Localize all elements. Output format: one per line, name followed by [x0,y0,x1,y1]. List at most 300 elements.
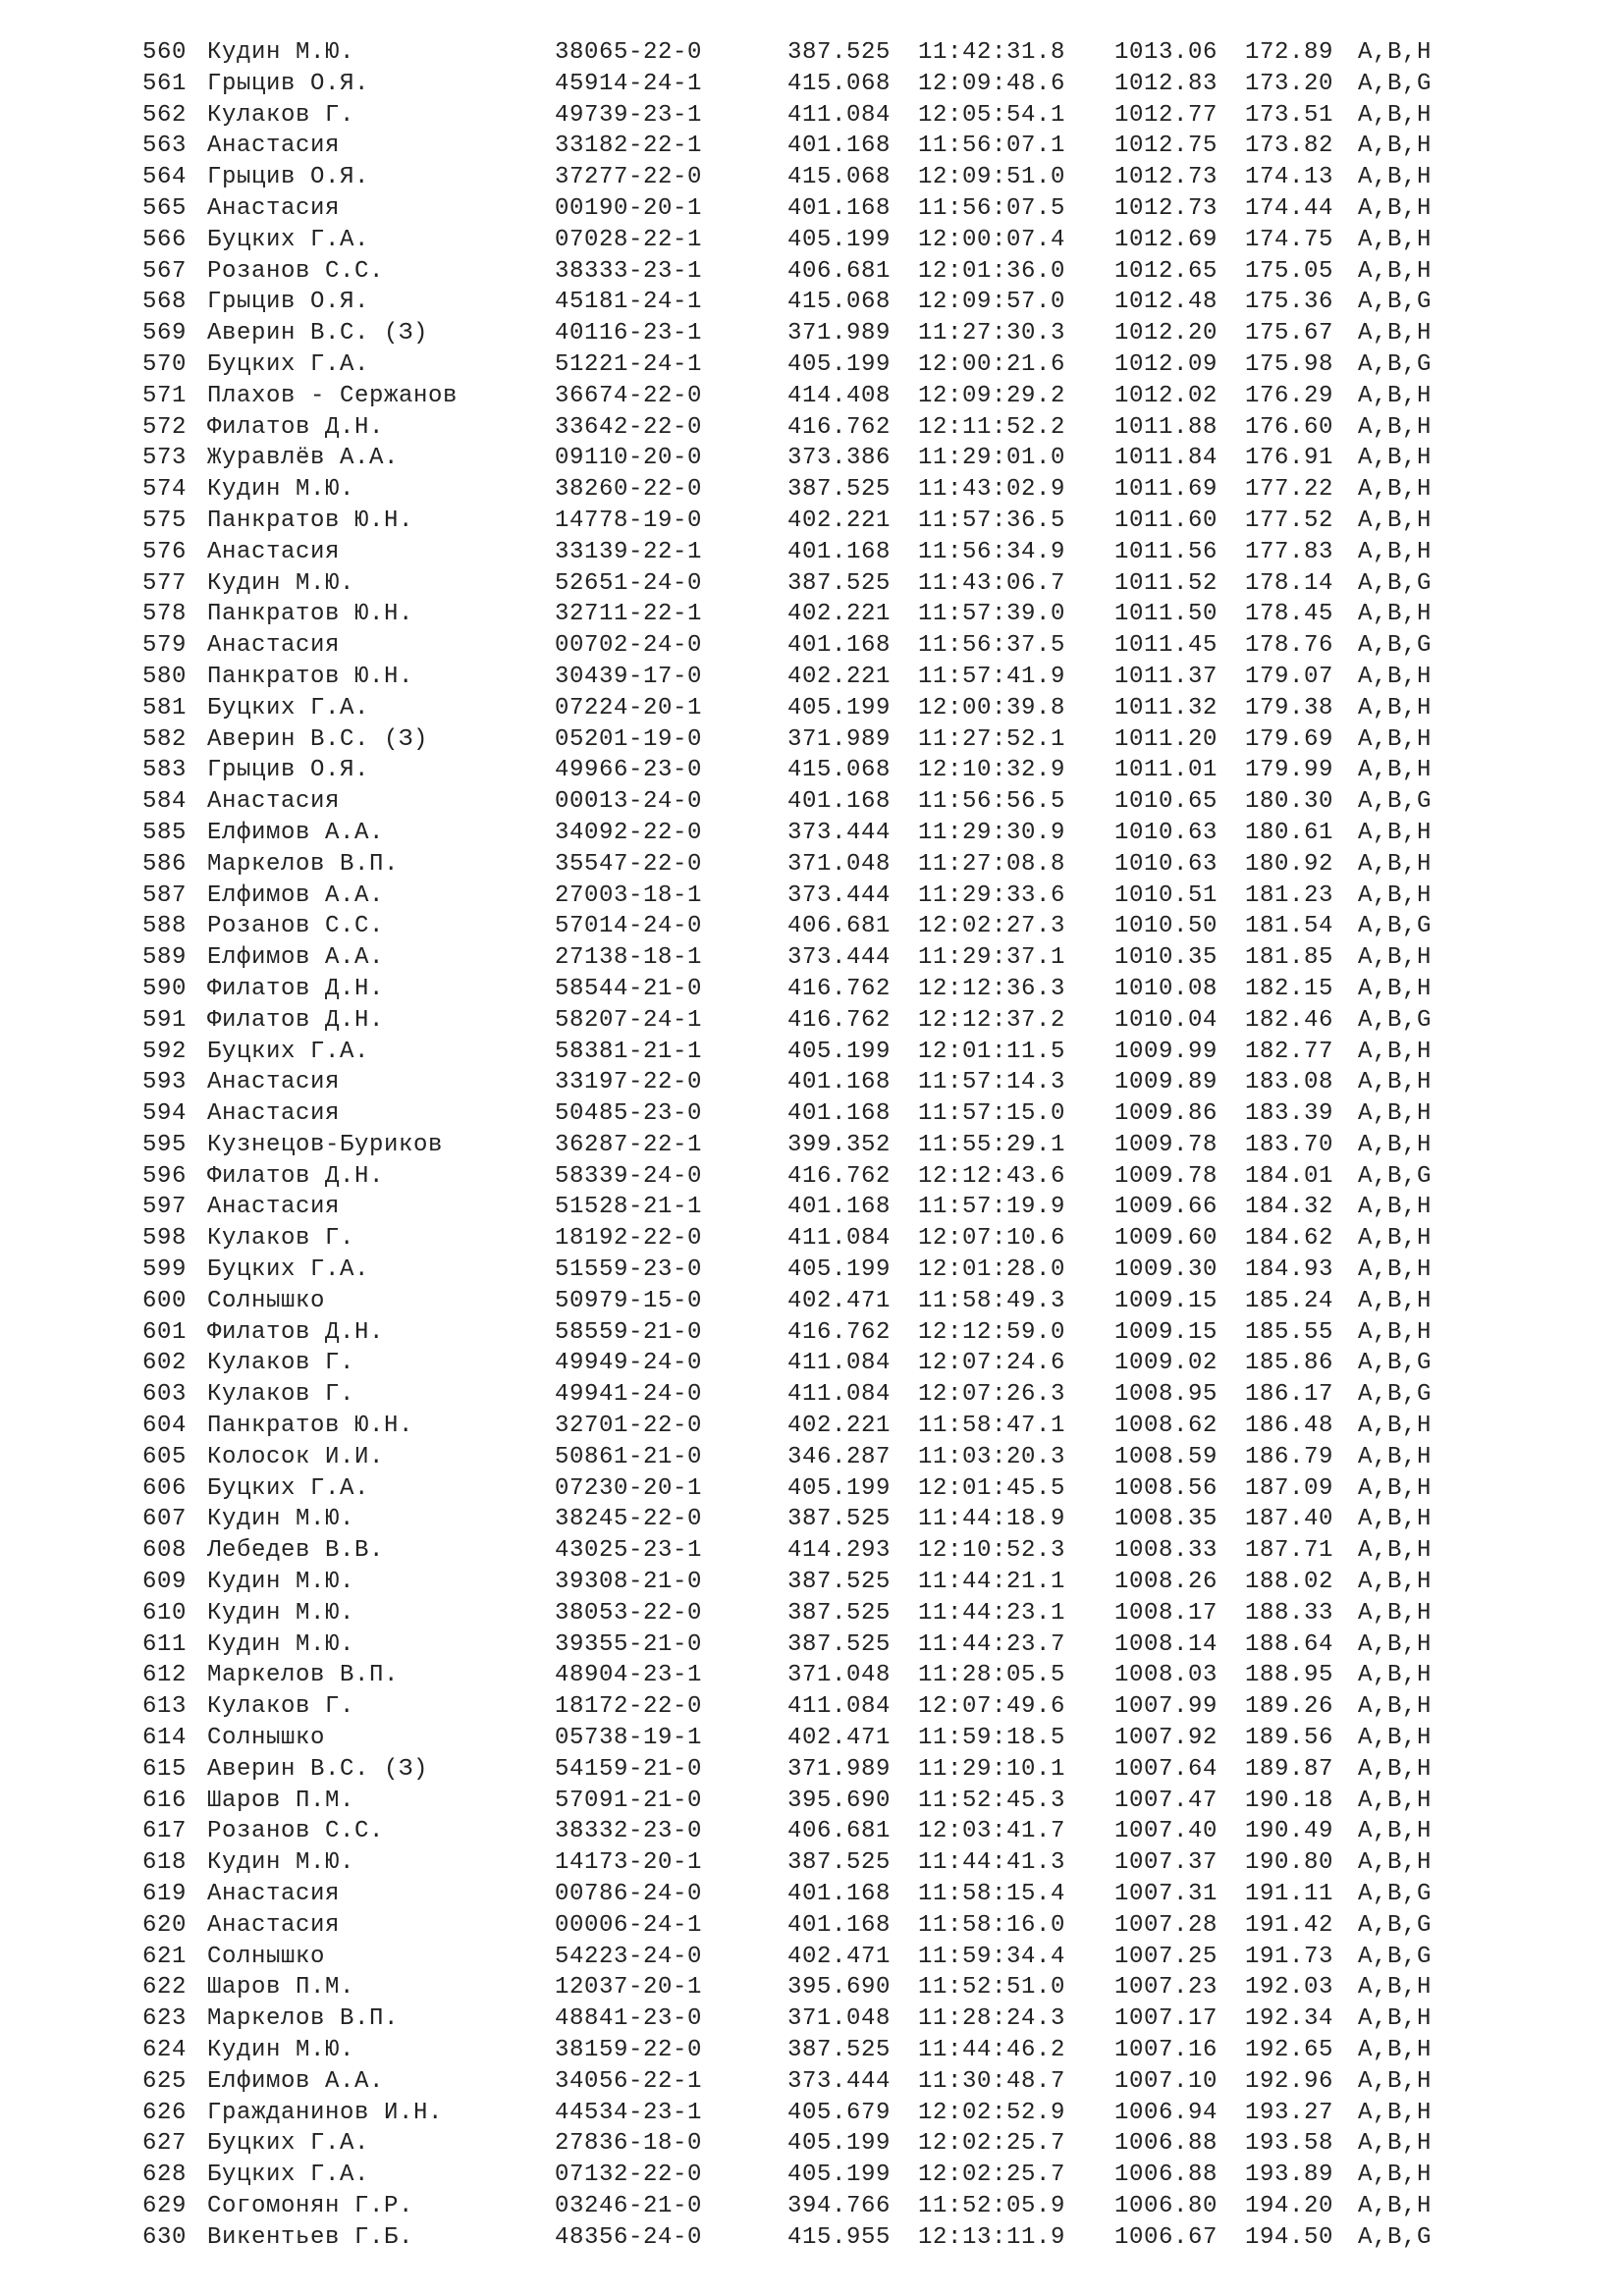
coefficient-cell: 188.33 [1245,1599,1334,1627]
place-cell: 577 [142,569,188,597]
ring-number-cell: 49949-24-0 [555,1350,703,1377]
coefficient-cell: 189.56 [1245,1725,1334,1752]
category-cell: A,B,H [1358,1974,1433,2002]
distance-cell: 373.444 [787,881,892,909]
coefficient-cell: 186.48 [1245,1413,1334,1440]
arrival-time-cell: 11:27:30.3 [918,320,1066,347]
category-cell: A,B,H [1358,1662,1433,1689]
speed-cell: 1012.83 [1114,70,1218,97]
place-cell: 616 [142,1787,188,1814]
ring-number-cell: 50979-15-0 [555,1287,703,1314]
coefficient-cell: 182.46 [1245,1006,1334,1034]
arrival-time-cell: 12:02:52.9 [918,2099,1066,2126]
distance-cell: 399.352 [787,1131,892,1158]
ring-number-cell: 05738-19-1 [555,1725,703,1752]
coefficient-cell: 173.51 [1245,101,1334,129]
place-cell: 625 [142,2067,188,2095]
place-cell: 566 [142,226,188,253]
arrival-time-cell: 11:57:15.0 [918,1100,1066,1128]
speed-cell: 1012.48 [1114,289,1218,316]
arrival-time-cell: 11:44:18.9 [918,1506,1066,1533]
category-cell: A,B,H [1358,507,1433,534]
fancier-name-cell: Маркелов В.П. [207,2005,400,2033]
distance-cell: 401.168 [787,538,892,565]
fancier-name-cell: Журавлёв А.А. [207,445,400,472]
speed-cell: 1008.59 [1114,1443,1218,1470]
arrival-time-cell: 11:59:34.4 [918,1943,1066,1970]
category-cell: A,B,H [1358,1069,1433,1096]
coefficient-cell: 193.89 [1245,2162,1334,2189]
distance-cell: 405.199 [787,1474,892,1502]
fancier-name-cell: Аверин В.С. (З) [207,725,429,753]
place-cell: 594 [142,1100,188,1128]
ring-number-cell: 33139-22-1 [555,538,703,565]
coefficient-cell: 174.13 [1245,164,1334,191]
speed-cell: 1012.69 [1114,226,1218,253]
coefficient-cell: 185.55 [1245,1318,1334,1346]
fancier-name-cell: Грыцив О.Я. [207,757,370,784]
distance-cell: 416.762 [787,1006,892,1034]
category-cell: A,B,H [1358,1755,1433,1783]
coefficient-cell: 184.01 [1245,1162,1334,1190]
ring-number-cell: 38065-22-0 [555,39,703,66]
speed-cell: 1009.66 [1114,1194,1218,1221]
place-cell: 621 [142,1943,188,1970]
fancier-name-cell: Панкратов Ю.Н. [207,1413,414,1440]
place-cell: 595 [142,1131,188,1158]
speed-cell: 1010.35 [1114,944,1218,972]
arrival-time-cell: 11:57:39.0 [918,601,1066,628]
category-cell: A,B,H [1358,39,1433,66]
distance-cell: 373.444 [787,819,892,846]
category-cell: A,B,H [1358,725,1433,753]
arrival-time-cell: 11:29:30.9 [918,819,1066,846]
place-cell: 561 [142,70,188,97]
category-cell: A,B,H [1358,476,1433,504]
coefficient-cell: 182.77 [1245,1038,1334,1065]
ring-number-cell: 38053-22-0 [555,1599,703,1627]
place-cell: 628 [142,2162,188,2189]
ring-number-cell: 48356-24-0 [555,2223,703,2251]
arrival-time-cell: 12:00:21.6 [918,350,1066,378]
speed-cell: 1009.89 [1114,1069,1218,1096]
arrival-time-cell: 12:02:25.7 [918,2162,1066,2189]
category-cell: A,B,H [1358,2099,1433,2126]
category-cell: A,B,G [1358,1381,1433,1409]
category-cell: A,B,H [1358,2005,1433,2033]
arrival-time-cell: 11:44:21.1 [918,1569,1066,1596]
distance-cell: 401.168 [787,133,892,160]
fancier-name-cell: Солнышко [207,1725,326,1752]
ring-number-cell: 50861-21-0 [555,1443,703,1470]
ring-number-cell: 33182-22-1 [555,133,703,160]
arrival-time-cell: 11:44:46.2 [918,2037,1066,2063]
ring-number-cell: 51221-24-1 [555,350,703,378]
place-cell: 569 [142,320,188,347]
coefficient-cell: 179.99 [1245,757,1334,784]
distance-cell: 371.048 [787,850,892,878]
fancier-name-cell: Солнышко [207,1287,326,1314]
fancier-name-cell: Буцких Г.А. [207,350,370,378]
place-cell: 605 [142,1443,188,1470]
coefficient-cell: 172.89 [1245,39,1334,66]
fancier-name-cell: Буцких Г.А. [207,2162,370,2189]
distance-cell: 371.048 [787,1662,892,1689]
distance-cell: 373.444 [787,2067,892,2095]
category-cell: A,B,G [1358,350,1433,378]
fancier-name-cell: Аверин В.С. (З) [207,320,429,347]
fancier-name-cell: Маркелов В.П. [207,850,400,878]
place-cell: 623 [142,2005,188,2033]
category-cell: A,B,H [1358,382,1433,409]
category-cell: A,B,H [1358,133,1433,160]
category-cell: A,B,H [1358,881,1433,909]
fancier-name-cell: Аверин В.С. (З) [207,1755,429,1783]
ring-number-cell: 38159-22-0 [555,2037,703,2063]
arrival-time-cell: 12:09:29.2 [918,382,1066,409]
fancier-name-cell: Панкратов Ю.Н. [207,507,414,534]
arrival-time-cell: 12:12:36.3 [918,975,1066,1002]
arrival-time-cell: 11:58:49.3 [918,1287,1066,1314]
ring-number-cell: 00786-24-0 [555,1881,703,1908]
distance-cell: 415.068 [787,757,892,784]
coefficient-cell: 187.09 [1245,1474,1334,1502]
coefficient-cell: 174.44 [1245,194,1334,222]
coefficient-cell: 184.93 [1245,1256,1334,1284]
speed-cell: 1011.45 [1114,632,1218,660]
category-cell: A,B,H [1358,1318,1433,1346]
category-cell: A,B,G [1358,788,1433,816]
place-cell: 570 [142,350,188,378]
category-cell: A,B,H [1358,101,1433,129]
coefficient-cell: 190.49 [1245,1818,1334,1845]
place-cell: 613 [142,1693,188,1721]
category-cell: A,B,H [1358,1693,1433,1721]
place-cell: 627 [142,2130,188,2158]
category-cell: A,B,H [1358,1725,1433,1752]
arrival-time-cell: 12:07:24.6 [918,1350,1066,1377]
place-cell: 629 [142,2192,188,2219]
coefficient-cell: 175.98 [1245,350,1334,378]
coefficient-cell: 179.69 [1245,725,1334,753]
speed-cell: 1009.30 [1114,1256,1218,1284]
fancier-name-cell: Кулаков Г. [207,101,355,129]
place-cell: 597 [142,1194,188,1221]
category-cell: A,B,H [1358,850,1433,878]
category-cell: A,B,G [1358,632,1433,660]
distance-cell: 411.084 [787,1225,892,1253]
place-cell: 612 [142,1662,188,1689]
place-cell: 617 [142,1818,188,1845]
distance-cell: 387.525 [787,2037,892,2063]
arrival-time-cell: 12:00:07.4 [918,226,1066,253]
arrival-time-cell: 12:12:43.6 [918,1162,1066,1190]
ring-number-cell: 07132-22-0 [555,2162,703,2189]
distance-cell: 402.221 [787,507,892,534]
place-cell: 593 [142,1069,188,1096]
fancier-name-cell: Анастасия [207,1100,341,1128]
speed-cell: 1007.47 [1114,1787,1218,1814]
arrival-time-cell: 12:07:10.6 [918,1225,1066,1253]
coefficient-cell: 173.20 [1245,70,1334,97]
place-cell: 601 [142,1318,188,1346]
coefficient-cell: 179.07 [1245,663,1334,690]
fancier-name-cell: Кудин М.Ю. [207,476,355,504]
speed-cell: 1009.02 [1114,1350,1218,1377]
fancier-name-cell: Буцких Г.А. [207,1038,370,1065]
fancier-name-cell: Солнышко [207,1943,326,1970]
ring-number-cell: 05201-19-0 [555,725,703,753]
place-cell: 607 [142,1506,188,1533]
fancier-name-cell: Кулаков Г. [207,1225,355,1253]
coefficient-cell: 181.23 [1245,881,1334,909]
coefficient-cell: 192.03 [1245,1974,1334,2002]
coefficient-cell: 178.76 [1245,632,1334,660]
place-cell: 619 [142,1881,188,1908]
arrival-time-cell: 12:13:11.9 [918,2223,1066,2251]
category-cell: A,B,H [1358,1443,1433,1470]
coefficient-cell: 177.52 [1245,507,1334,534]
category-cell: A,B,G [1358,1881,1433,1908]
fancier-name-cell: Буцких Г.А. [207,1474,370,1502]
place-cell: 588 [142,913,188,940]
fancier-name-cell: Грыцив О.Я. [207,164,370,191]
place-cell: 599 [142,1256,188,1284]
ring-number-cell: 43025-23-1 [555,1537,703,1565]
distance-cell: 402.471 [787,1725,892,1752]
category-cell: A,B,H [1358,601,1433,628]
speed-cell: 1007.16 [1114,2037,1218,2063]
ring-number-cell: 00190-20-1 [555,194,703,222]
place-cell: 622 [142,1974,188,2002]
place-cell: 574 [142,476,188,504]
arrival-time-cell: 12:07:26.3 [918,1381,1066,1409]
fancier-name-cell: Кузнецов-Буриков [207,1131,444,1158]
distance-cell: 401.168 [787,1069,892,1096]
speed-cell: 1012.65 [1114,257,1218,285]
speed-cell: 1012.02 [1114,382,1218,409]
place-cell: 578 [142,601,188,628]
ring-number-cell: 09110-20-0 [555,445,703,472]
category-cell: A,B,G [1358,1350,1433,1377]
fancier-name-cell: Буцких Г.А. [207,694,370,721]
distance-cell: 415.955 [787,2223,892,2251]
ring-number-cell: 14778-19-0 [555,507,703,534]
speed-cell: 1008.62 [1114,1413,1218,1440]
arrival-time-cell: 11:29:33.6 [918,881,1066,909]
ring-number-cell: 38245-22-0 [555,1506,703,1533]
ring-number-cell: 51528-21-1 [555,1194,703,1221]
speed-cell: 1013.06 [1114,39,1218,66]
place-cell: 560 [142,39,188,66]
arrival-time-cell: 11:58:16.0 [918,1911,1066,1939]
place-cell: 618 [142,1849,188,1877]
place-cell: 614 [142,1725,188,1752]
ring-number-cell: 38332-23-0 [555,1818,703,1845]
arrival-time-cell: 11:52:05.9 [918,2192,1066,2219]
category-cell: A,B,H [1358,1569,1433,1596]
fancier-name-cell: Кудин М.Ю. [207,1569,355,1596]
coefficient-cell: 181.54 [1245,913,1334,940]
speed-cell: 1007.99 [1114,1693,1218,1721]
distance-cell: 395.690 [787,1974,892,2002]
place-cell: 565 [142,194,188,222]
speed-cell: 1008.14 [1114,1630,1218,1658]
distance-cell: 415.068 [787,70,892,97]
fancier-name-cell: Анастасия [207,538,341,565]
category-cell: A,B,H [1358,1225,1433,1253]
category-cell: A,B,G [1358,1943,1433,1970]
distance-cell: 416.762 [787,1318,892,1346]
coefficient-cell: 178.45 [1245,601,1334,628]
fancier-name-cell: Шаров П.М. [207,1787,355,1814]
distance-cell: 402.221 [787,663,892,690]
distance-cell: 401.168 [787,632,892,660]
fancier-name-cell: Кудин М.Ю. [207,1599,355,1627]
ring-number-cell: 32711-22-1 [555,601,703,628]
coefficient-cell: 190.18 [1245,1787,1334,1814]
fancier-name-cell: Колосок И.И. [207,1443,385,1470]
arrival-time-cell: 12:03:41.7 [918,1818,1066,1845]
speed-cell: 1007.92 [1114,1725,1218,1752]
coefficient-cell: 189.26 [1245,1693,1334,1721]
fancier-name-cell: Панкратов Ю.Н. [207,601,414,628]
ring-number-cell: 54223-24-0 [555,1943,703,1970]
arrival-time-cell: 12:10:32.9 [918,757,1066,784]
speed-cell: 1012.75 [1114,133,1218,160]
coefficient-cell: 185.24 [1245,1287,1334,1314]
arrival-time-cell: 11:55:29.1 [918,1131,1066,1158]
speed-cell: 1010.63 [1114,819,1218,846]
fancier-name-cell: Филатов Д.Н. [207,1318,385,1346]
category-cell: A,B,G [1358,1911,1433,1939]
fancier-name-cell: Анастасия [207,788,341,816]
category-cell: A,B,H [1358,757,1433,784]
arrival-time-cell: 11:28:24.3 [918,2005,1066,2033]
category-cell: A,B,H [1358,538,1433,565]
category-cell: A,B,H [1358,2037,1433,2063]
distance-cell: 405.679 [787,2099,892,2126]
category-cell: A,B,H [1358,944,1433,972]
category-cell: A,B,H [1358,2162,1433,2189]
place-cell: 562 [142,101,188,129]
coefficient-cell: 191.42 [1245,1911,1334,1939]
coefficient-cell: 190.80 [1245,1849,1334,1877]
category-cell: A,B,H [1358,257,1433,285]
speed-cell: 1010.63 [1114,850,1218,878]
distance-cell: 371.989 [787,725,892,753]
arrival-time-cell: 11:29:37.1 [918,944,1066,972]
coefficient-cell: 180.30 [1245,788,1334,816]
ring-number-cell: 49739-23-1 [555,101,703,129]
speed-cell: 1008.03 [1114,1662,1218,1689]
place-cell: 568 [142,289,188,316]
distance-cell: 387.525 [787,39,892,66]
ring-number-cell: 00702-24-0 [555,632,703,660]
speed-cell: 1010.08 [1114,975,1218,1002]
arrival-time-cell: 11:52:51.0 [918,1974,1066,2002]
arrival-time-cell: 12:11:52.2 [918,413,1066,441]
coefficient-cell: 191.73 [1245,1943,1334,1970]
coefficient-cell: 174.75 [1245,226,1334,253]
fancier-name-cell: Анастасия [207,1194,341,1221]
speed-cell: 1010.51 [1114,881,1218,909]
ring-number-cell: 58381-21-1 [555,1038,703,1065]
arrival-time-cell: 11:56:07.5 [918,194,1066,222]
coefficient-cell: 191.11 [1245,1881,1334,1908]
ring-number-cell: 49941-24-0 [555,1381,703,1409]
fancier-name-cell: Кудин М.Ю. [207,569,355,597]
place-cell: 615 [142,1755,188,1783]
fancier-name-cell: Кудин М.Ю. [207,1630,355,1658]
ring-number-cell: 27138-18-1 [555,944,703,972]
ring-number-cell: 03246-21-0 [555,2192,703,2219]
coefficient-cell: 180.92 [1245,850,1334,878]
coefficient-cell: 180.61 [1245,819,1334,846]
arrival-time-cell: 11:56:37.5 [918,632,1066,660]
place-cell: 610 [142,1599,188,1627]
category-cell: A,B,H [1358,1630,1433,1658]
arrival-time-cell: 11:56:07.1 [918,133,1066,160]
category-cell: A,B,H [1358,1287,1433,1314]
speed-cell: 1010.50 [1114,913,1218,940]
distance-cell: 401.168 [787,1911,892,1939]
coefficient-cell: 183.70 [1245,1131,1334,1158]
ring-number-cell: 45181-24-1 [555,289,703,316]
fancier-name-cell: Викентьев Г.Б. [207,2223,414,2251]
distance-cell: 387.525 [787,569,892,597]
arrival-time-cell: 11:57:41.9 [918,663,1066,690]
coefficient-cell: 178.14 [1245,569,1334,597]
category-cell: A,B,G [1358,289,1433,316]
category-cell: A,B,H [1358,320,1433,347]
place-cell: 576 [142,538,188,565]
arrival-time-cell: 12:10:52.3 [918,1537,1066,1565]
speed-cell: 1011.01 [1114,757,1218,784]
category-cell: A,B,G [1358,1162,1433,1190]
ring-number-cell: 58339-24-0 [555,1162,703,1190]
coefficient-cell: 186.17 [1245,1381,1334,1409]
place-cell: 563 [142,133,188,160]
distance-cell: 411.084 [787,1693,892,1721]
speed-cell: 1012.20 [1114,320,1218,347]
arrival-time-cell: 11:42:31.8 [918,39,1066,66]
arrival-time-cell: 12:05:54.1 [918,101,1066,129]
arrival-time-cell: 11:58:47.1 [918,1413,1066,1440]
category-cell: A,B,H [1358,1474,1433,1502]
category-cell: A,B,H [1358,1038,1433,1065]
arrival-time-cell: 11:58:15.4 [918,1881,1066,1908]
place-cell: 608 [142,1537,188,1565]
category-cell: A,B,H [1358,1256,1433,1284]
ring-number-cell: 57014-24-0 [555,913,703,940]
ring-number-cell: 00013-24-0 [555,788,703,816]
distance-cell: 416.762 [787,413,892,441]
coefficient-cell: 176.29 [1245,382,1334,409]
speed-cell: 1009.78 [1114,1131,1218,1158]
arrival-time-cell: 12:09:51.0 [918,164,1066,191]
fancier-name-cell: Елфимов А.А. [207,881,385,909]
distance-cell: 402.471 [787,1943,892,1970]
distance-cell: 406.681 [787,1818,892,1845]
ring-number-cell: 18192-22-0 [555,1225,703,1253]
coefficient-cell: 175.36 [1245,289,1334,316]
category-cell: A,B,H [1358,819,1433,846]
coefficient-cell: 192.34 [1245,2005,1334,2033]
fancier-name-cell: Панкратов Ю.Н. [207,663,414,690]
category-cell: A,B,H [1358,1194,1433,1221]
coefficient-cell: 184.62 [1245,1225,1334,1253]
